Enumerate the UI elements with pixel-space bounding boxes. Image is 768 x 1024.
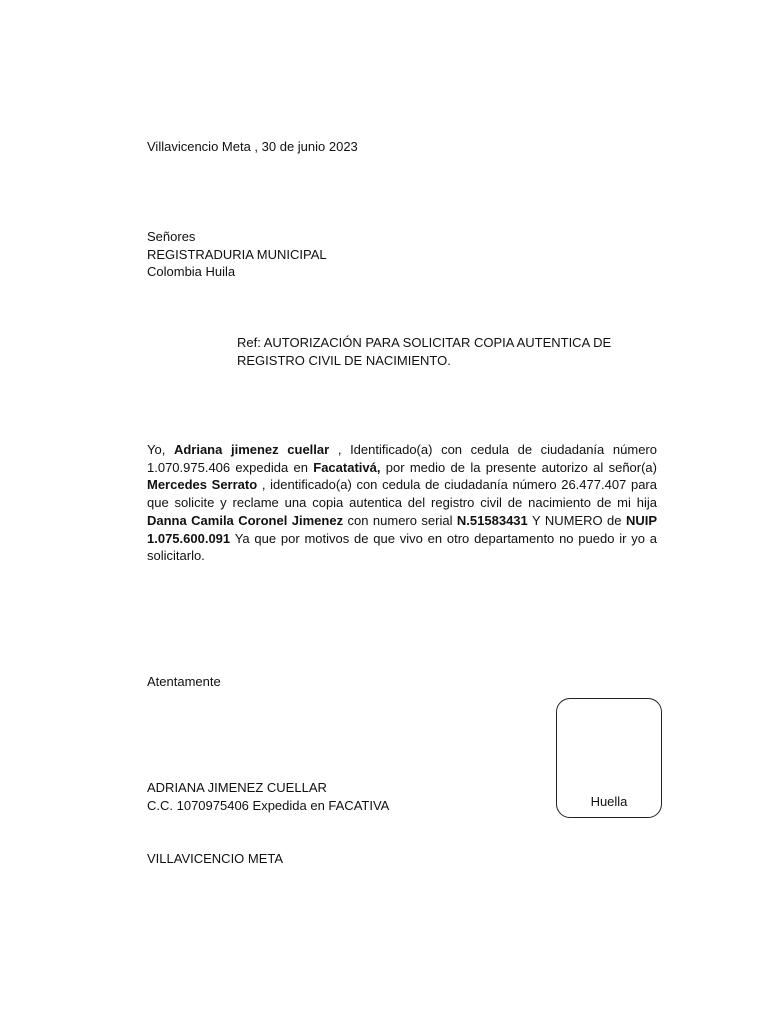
body-text-7: Ya que por motivos de que vivo en otro departamento no puedo ir yo a solicitarlo. bbox=[147, 530, 657, 564]
body-text-3: por medio de la presente autorizo al señor(a) bbox=[380, 459, 657, 475]
signer-name: ADRIANA JIMENEZ CUELLAR bbox=[147, 780, 327, 795]
nuip-number: NUIP 1.075.600.091 bbox=[147, 512, 657, 546]
body-text-2: , Identificado(a) con cedula de ciudadanía número 1.070.975.406 expedida en bbox=[147, 442, 657, 475]
fingerprint-box bbox=[556, 698, 662, 818]
addressee-block bbox=[147, 228, 327, 281]
body-text-1: Yo, bbox=[147, 442, 174, 457]
author-name: Adriana jimenez cuellar bbox=[173, 442, 330, 457]
body-text-4: , identificado(a) con cedula de ciudadanía número 26.477.407 para que solicite y reclame una copia autentica del registro civil de nacimiento de mi hija bbox=[147, 477, 657, 511]
addressee-organization: REGISTRADURIA MUNICIPAL bbox=[147, 246, 327, 262]
reference-line-2: REGISTRO CIVIL DE NACIMIENTO. bbox=[237, 353, 451, 368]
child-name: Danna Camila Coronel Jimenez bbox=[147, 512, 344, 528]
body-paragraph bbox=[147, 441, 657, 565]
reference-line-1: Ref: AUTORIZACIÓN PARA SOLICITAR COPIA AUTENTICA DE bbox=[237, 335, 612, 350]
body-text-6: Y NUMERO de bbox=[527, 512, 626, 528]
addressee-location: Colombia Huila bbox=[147, 264, 236, 279]
date-line: Villavicencio Meta , 30 de junio 2023 bbox=[147, 139, 358, 154]
fingerprint-label: Huella bbox=[590, 794, 628, 809]
signer-block bbox=[147, 779, 389, 815]
serial-number: N.51583431 bbox=[456, 512, 528, 528]
closing-line: Atentamente bbox=[147, 674, 221, 689]
reference-block bbox=[237, 334, 617, 370]
issued-city: Facatativá, bbox=[313, 459, 381, 475]
authorized-name: Mercedes Serrato bbox=[147, 477, 258, 493]
body-text-5: con numero serial bbox=[343, 512, 457, 528]
signer-id: C.C. 1070975406 Expedida en FACATIVA bbox=[147, 798, 390, 813]
place-line: VILLAVICENCIO META bbox=[147, 851, 284, 866]
addressee-salutation: Señores bbox=[147, 229, 196, 244]
